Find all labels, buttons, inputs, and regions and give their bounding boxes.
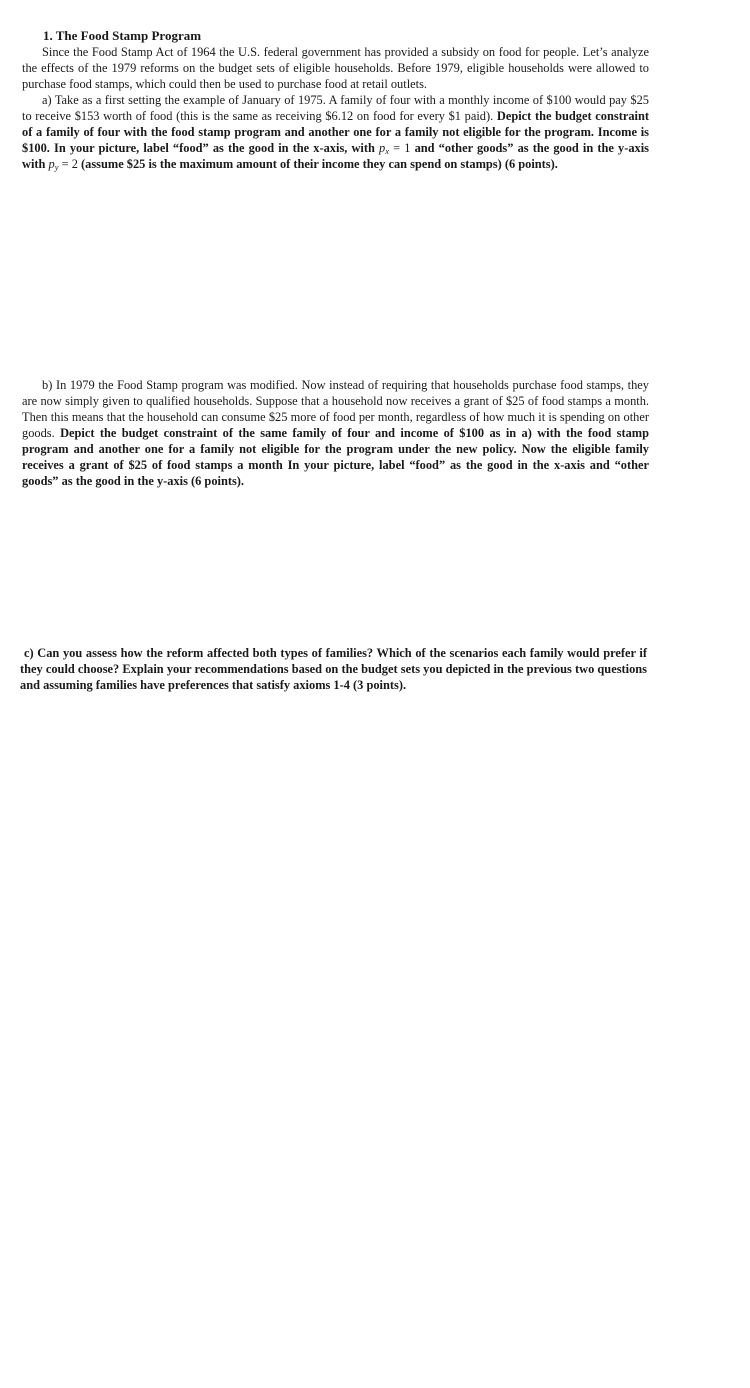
question-a-paragraph [22,92,649,172]
question-a-points: (6 points). [504,157,558,171]
question-a-instructions-2: and “other goods” as the good in the y-axis with [22,141,649,171]
intro-text: Since the Food Stamp Act of 1964 the U.S. federal government has provided a subsidy on food for people. Let’s analyze the effects of the 1979 reforms on the budget sets of eligible households. Before 1979, eligible households were allowed to purchase food stamps, which could then be used to purchase food at retail outlets. [22,45,649,91]
price-x-value: = 1 [393,141,411,155]
section-title: 1. The Food Stamp Program [43,28,202,43]
question-b-instructions: Depict the budget constraint of the same family of four and income of $100 as in a) with the food stamp program and another one for a family not eligible for the program under the new policy. Now the eligible family receives a grant of $25 of food stamps a month In your picture, label “food” as the good in the x-axis and “other goods” as the good in the y-axis (6 points). [22,426,649,488]
price-x-symbol: $p_x$ [379,141,389,156]
question-b-text: b) In 1979 the Food Stamp program was modified. Now instead of requiring that households purchase food stamps, they are now simply given to qualified households. Suppose that a household now receives a grant of $25 of food stamps a month. Then this means that the household can consume $25 more of food per month, regardless of how much it is spending on other goods. [22,378,649,440]
price-y-symbol: $p_y$ [48,157,59,172]
question-a-text: a) Take as a first setting the example of January of 1975. A family of four with a monthly income of $100 would pay $25 to receive $153 worth of food (this is the same as receiving $6.12 on food for every $1 paid). [22,93,649,123]
question-a-assumption: (assume $25 is the maximum amount of their income they can spend on stamps) [81,157,502,171]
question-b-paragraph [22,377,649,489]
question-c-paragraph [20,645,647,693]
intro-paragraph [22,44,649,92]
question-c-text: c) Can you assess how the reform affected both types of families? Which of the scenarios each family would prefer if they could choose? Explain your recommendations based on the budget sets you depicted in the previous two questions and assuming families have preferences that satisfy axioms 1-4 (3 points). [20,646,647,692]
question-a-instructions: Depict the budget constraint of a family of four with the food stamp program and another one for a family not eligible for the program. Income is $100. In your picture, label “food” as the good in the x-axis, with [22,109,649,155]
price-y-value: = 2 [61,157,78,171]
